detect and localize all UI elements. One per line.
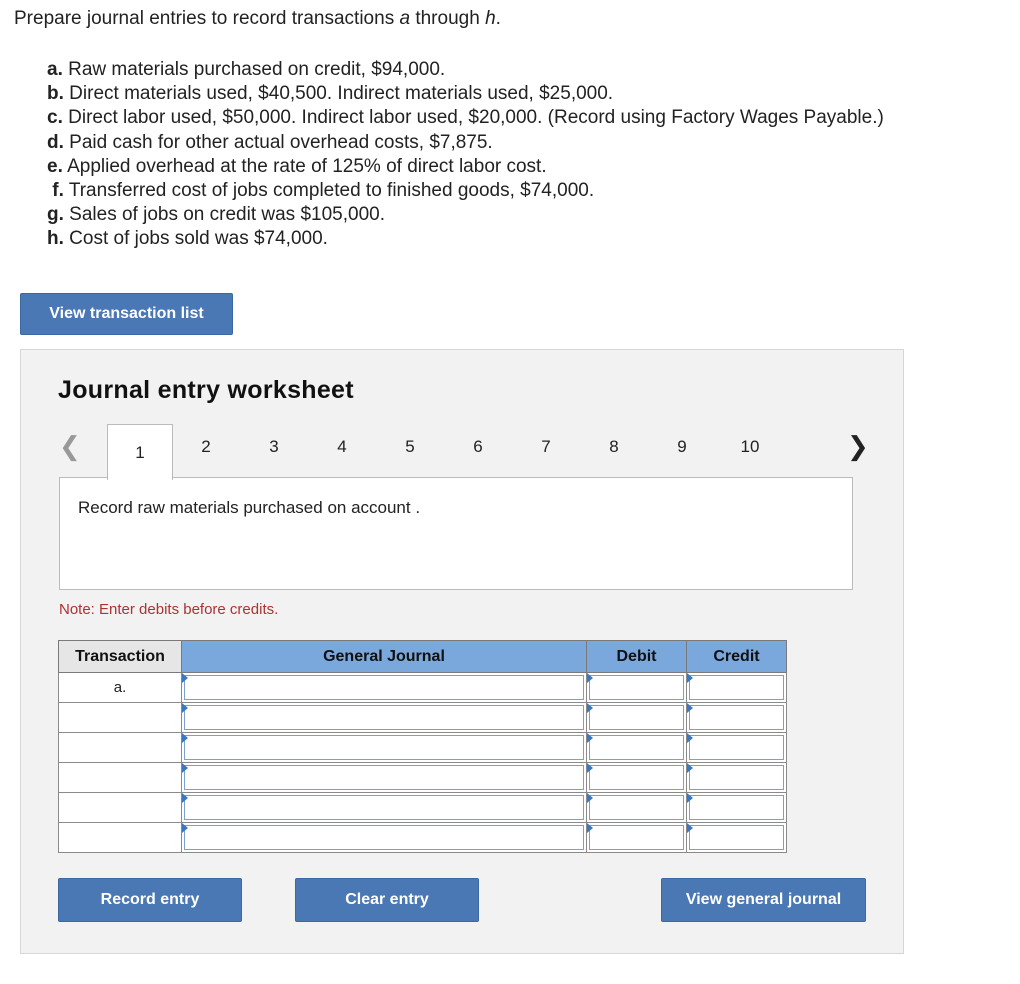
transaction-item bbox=[47, 58, 884, 82]
input-marker-icon bbox=[687, 763, 693, 773]
transaction-letter: d. bbox=[47, 131, 64, 153]
transaction-cell bbox=[59, 793, 182, 823]
entry-description: Record raw materials purchased on account . bbox=[78, 498, 421, 517]
title-text: Prepare journal entries to record transactions bbox=[14, 8, 400, 29]
credit-cell[interactable] bbox=[687, 733, 787, 763]
transaction-letter: h. bbox=[47, 228, 64, 250]
debit-cell[interactable] bbox=[587, 673, 687, 703]
page-tab-8[interactable]: 8 bbox=[609, 437, 619, 456]
dropdown-marker-icon bbox=[182, 703, 188, 713]
transaction-letter: c. bbox=[47, 107, 63, 129]
input-marker-icon bbox=[587, 763, 593, 773]
transaction-text: Raw materials purchased on credit, $94,000. bbox=[68, 59, 446, 80]
transaction-text: Sales of jobs on credit was $105,000. bbox=[69, 204, 385, 226]
account-select[interactable] bbox=[184, 705, 584, 730]
dropdown-marker-icon bbox=[182, 823, 188, 833]
dropdown-marker-icon bbox=[182, 793, 188, 803]
account-cell[interactable] bbox=[182, 673, 587, 703]
debit-cell[interactable] bbox=[587, 793, 687, 823]
transaction-item bbox=[47, 82, 884, 106]
credit-cell[interactable] bbox=[687, 703, 787, 733]
page-tab-6[interactable]: 6 bbox=[473, 437, 483, 456]
table-row bbox=[59, 733, 787, 763]
table-row bbox=[59, 673, 787, 703]
account-cell[interactable] bbox=[182, 793, 587, 823]
transaction-letter: f. bbox=[52, 180, 64, 202]
input-marker-icon bbox=[587, 823, 593, 833]
input-marker-icon bbox=[687, 733, 693, 743]
header-credit: Credit bbox=[687, 641, 787, 673]
credit-input[interactable] bbox=[689, 825, 784, 850]
input-marker-icon bbox=[587, 793, 593, 803]
table-row bbox=[59, 793, 787, 823]
debit-input[interactable] bbox=[589, 705, 684, 730]
credit-cell[interactable] bbox=[687, 763, 787, 793]
transaction-item bbox=[47, 106, 884, 130]
page-tab-9[interactable]: 9 bbox=[677, 437, 687, 456]
chevron-left-icon[interactable]: ❮ bbox=[59, 432, 81, 462]
account-select[interactable] bbox=[184, 765, 584, 790]
transaction-item bbox=[47, 227, 884, 251]
credit-cell[interactable] bbox=[687, 793, 787, 823]
credit-input[interactable] bbox=[689, 795, 784, 820]
header-debit: Debit bbox=[587, 641, 687, 673]
record-entry-button[interactable]: Record entry bbox=[58, 878, 242, 922]
transaction-item bbox=[47, 155, 884, 179]
title-letter-a: a bbox=[399, 8, 411, 29]
account-select[interactable] bbox=[184, 675, 584, 700]
transaction-item bbox=[47, 179, 884, 203]
debit-input[interactable] bbox=[589, 765, 684, 790]
input-marker-icon bbox=[587, 733, 593, 743]
dropdown-marker-icon bbox=[182, 763, 188, 773]
entry-description-box bbox=[59, 477, 853, 590]
transaction-cell bbox=[59, 703, 182, 733]
debit-cell[interactable] bbox=[587, 703, 687, 733]
account-select[interactable] bbox=[184, 795, 584, 820]
transaction-text: Cost of jobs sold was $74,000. bbox=[69, 228, 328, 250]
credit-cell[interactable] bbox=[687, 673, 787, 703]
account-select[interactable] bbox=[184, 735, 584, 760]
account-cell[interactable] bbox=[182, 733, 587, 763]
debit-cell[interactable] bbox=[587, 733, 687, 763]
page-tab-1[interactable]: 1 bbox=[107, 424, 173, 480]
page-tab-4[interactable]: 4 bbox=[337, 437, 347, 456]
account-cell[interactable] bbox=[182, 703, 587, 733]
transaction-cell bbox=[59, 763, 182, 793]
transaction-text: Applied overhead at the rate of 125% of direct labor cost. bbox=[67, 155, 547, 177]
account-select[interactable] bbox=[184, 825, 584, 850]
transaction-letter: a. bbox=[47, 59, 63, 80]
title-text-mid: through bbox=[410, 8, 486, 29]
transaction-text: Transferred cost of jobs completed to finished goods, $74,000. bbox=[68, 180, 595, 202]
transaction-letter: g. bbox=[47, 204, 64, 226]
transaction-item bbox=[47, 131, 884, 155]
transaction-text: Direct labor used, $50,000. Indirect labor used, $20,000. (Record using Factory Wages Payable.) bbox=[68, 107, 884, 129]
debit-input[interactable] bbox=[589, 795, 684, 820]
table-row bbox=[59, 823, 787, 853]
title-suffix: . bbox=[495, 8, 501, 29]
input-marker-icon bbox=[687, 703, 693, 713]
title-letter-h: h bbox=[485, 8, 496, 29]
debit-input[interactable] bbox=[589, 825, 684, 850]
transaction-cell bbox=[59, 823, 182, 853]
page-title bbox=[14, 8, 501, 30]
debit-credit-note: Note: Enter debits before credits. bbox=[59, 601, 279, 618]
transaction-item bbox=[47, 203, 884, 227]
header-general-journal: General Journal bbox=[182, 641, 587, 673]
page-tab-5[interactable]: 5 bbox=[405, 437, 415, 456]
view-transaction-list-button[interactable]: View transaction list bbox=[20, 293, 233, 335]
transaction-letter: e. bbox=[47, 155, 63, 177]
debit-input[interactable] bbox=[589, 675, 684, 700]
credit-input[interactable] bbox=[689, 705, 784, 730]
credit-input[interactable] bbox=[689, 735, 784, 760]
table-row bbox=[59, 763, 787, 793]
credit-input[interactable] bbox=[689, 765, 784, 790]
transaction-cell: a. bbox=[59, 673, 182, 703]
input-marker-icon bbox=[687, 793, 693, 803]
debit-cell[interactable] bbox=[587, 823, 687, 853]
page-tab-2[interactable]: 2 bbox=[201, 437, 211, 456]
table-row bbox=[59, 703, 787, 733]
transaction-text: Direct materials used, $40,500. Indirect materials used, $25,000. bbox=[69, 83, 614, 105]
transaction-cell bbox=[59, 733, 182, 763]
input-marker-icon bbox=[687, 673, 693, 683]
journal-entry-worksheet bbox=[20, 349, 904, 954]
page-navigator bbox=[51, 424, 871, 470]
debit-input[interactable] bbox=[589, 735, 684, 760]
account-cell[interactable] bbox=[182, 823, 587, 853]
transaction-list bbox=[47, 58, 884, 252]
debit-cell[interactable] bbox=[587, 763, 687, 793]
input-marker-icon bbox=[587, 673, 593, 683]
worksheet-title: Journal entry worksheet bbox=[58, 376, 354, 404]
chevron-right-icon[interactable]: ❯ bbox=[847, 432, 869, 462]
dropdown-marker-icon bbox=[182, 673, 188, 683]
transaction-letter: b. bbox=[47, 83, 64, 105]
clear-entry-button[interactable]: Clear entry bbox=[295, 878, 479, 922]
dropdown-marker-icon bbox=[182, 733, 188, 743]
account-cell[interactable] bbox=[182, 763, 587, 793]
view-general-journal-button[interactable]: View general journal bbox=[661, 878, 866, 922]
input-marker-icon bbox=[587, 703, 593, 713]
page-tab-3[interactable]: 3 bbox=[269, 437, 279, 456]
header-transaction: Transaction bbox=[59, 641, 182, 673]
credit-input[interactable] bbox=[689, 675, 784, 700]
credit-cell[interactable] bbox=[687, 823, 787, 853]
transaction-text: Paid cash for other actual overhead costs, $7,875. bbox=[69, 131, 493, 153]
journal-table bbox=[58, 640, 787, 853]
page-tab-10[interactable]: 10 bbox=[740, 437, 760, 456]
page-tab-7[interactable]: 7 bbox=[541, 437, 551, 456]
input-marker-icon bbox=[687, 823, 693, 833]
